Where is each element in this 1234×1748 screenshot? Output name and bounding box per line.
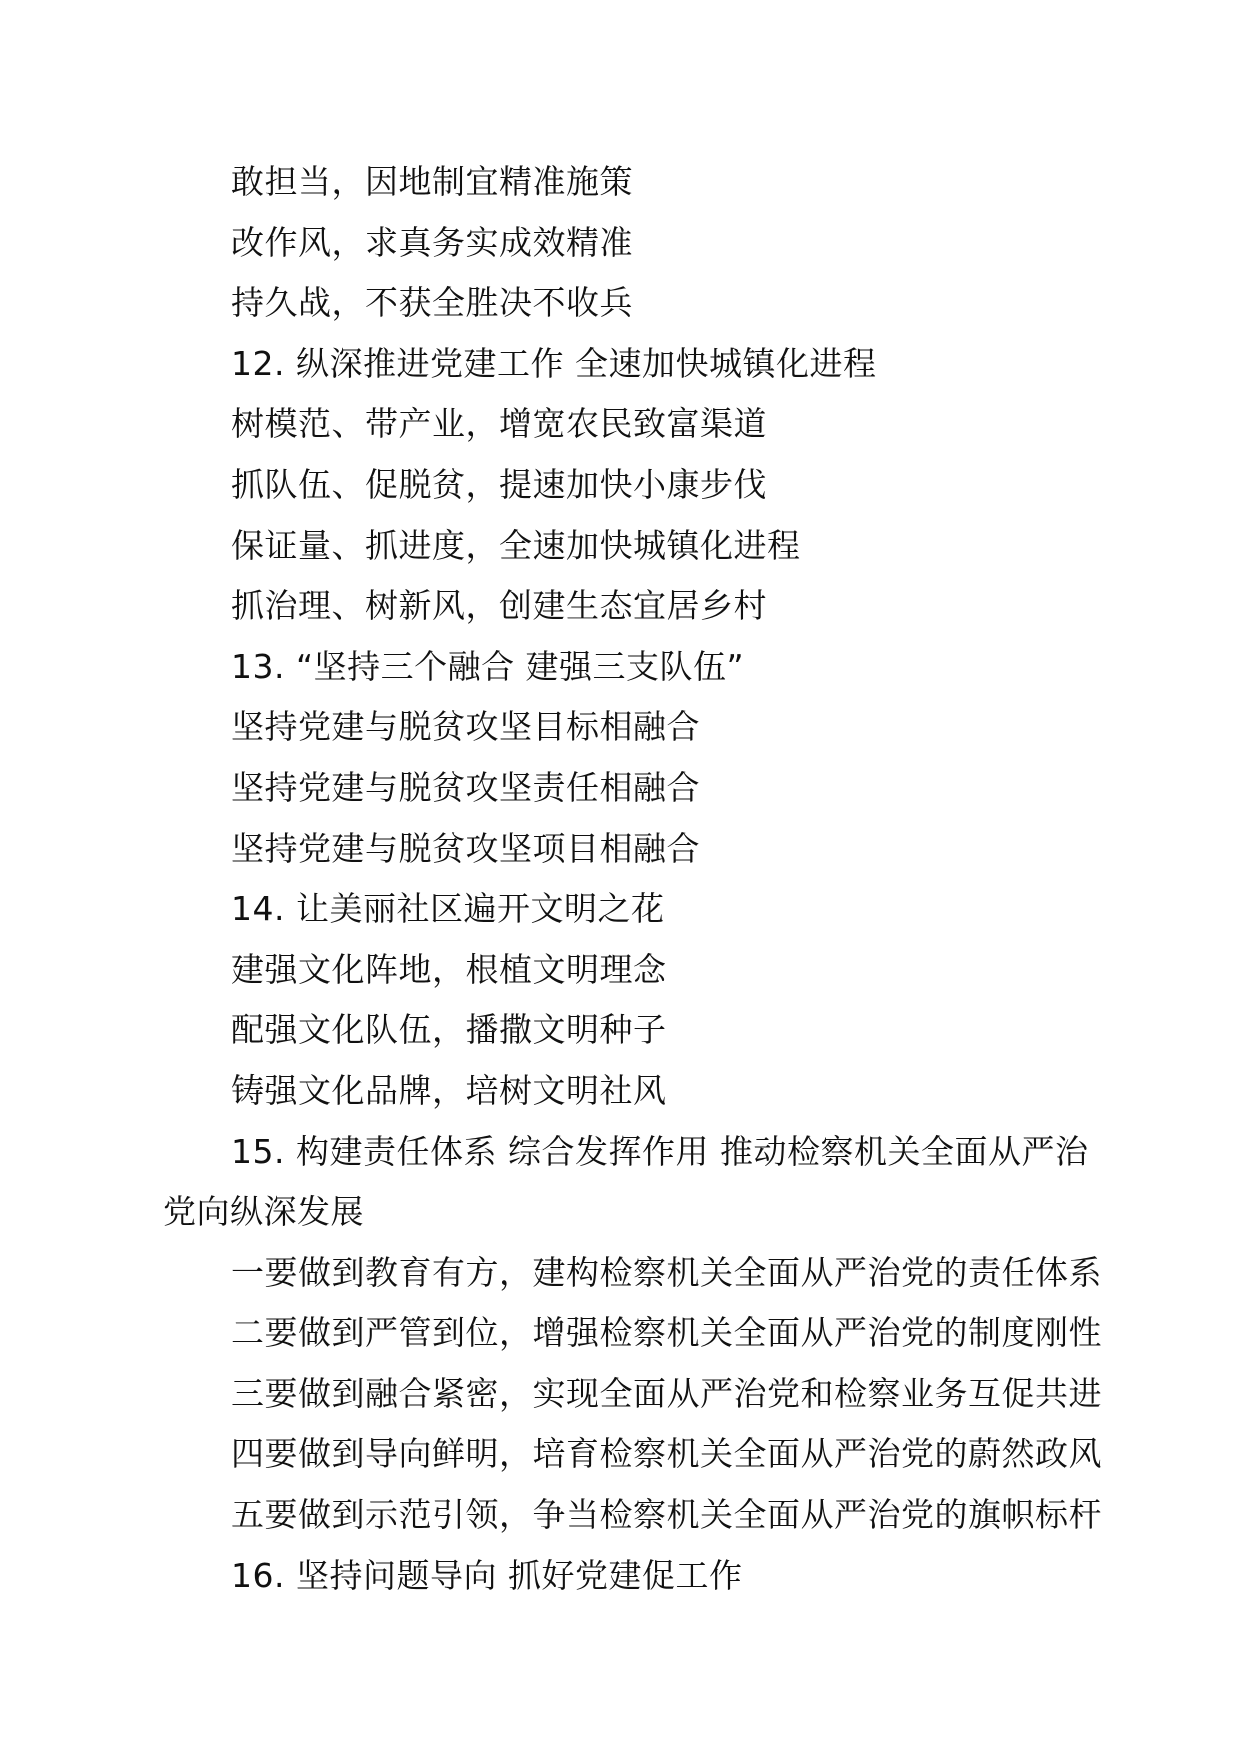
section-heading-14: 14. 让美丽社区遍开文明之花 <box>231 889 665 929</box>
section-heading-16: 16. 坚持问题导向 抓好党建促工作 <box>231 1555 743 1595</box>
text-line: 配强文化队伍，播撒文明种子 <box>231 1010 667 1050</box>
section-heading-13: 13. “坚持三个融合 建强三支队伍” <box>231 646 745 686</box>
text-line: 建强文化阵地，根植文明理念 <box>231 949 667 989</box>
text-line: 抓队伍、促脱贫，提速加快小康步伐 <box>231 464 767 504</box>
section-heading-15-continuation: 党向纵深发展 <box>163 1192 364 1232</box>
text-line: 坚持党建与脱贫攻坚目标相融合 <box>231 707 700 747</box>
text-line: 敢担当，因地制宜精准施策 <box>231 162 633 201</box>
text-line: 四要做到导向鲜明，培育检察机关全面从严治党的蔚然政风 <box>231 1434 1102 1474</box>
section-heading-12: 12. 纵深推进党建工作 全速加快城镇化进程 <box>231 343 877 383</box>
document-body <box>163 152 1123 1606</box>
text-line: 持久战，不获全胜决不收兵 <box>231 283 633 323</box>
text-line: 抓治理、树新风，创建生态宜居乡村 <box>231 586 767 626</box>
text-line: 二要做到严管到位，增强检察机关全面从严治党的制度刚性 <box>231 1313 1102 1353</box>
text-line: 保证量、抓进度，全速加快城镇化进程 <box>231 525 801 565</box>
section-heading-15: 15. 构建责任体系 综合发挥作用 推动检察机关全面从严治 <box>231 1131 1089 1171</box>
text-line: 五要做到示范引领，争当检察机关全面从严治党的旗帜标杆 <box>231 1495 1102 1535</box>
text-line: 一要做到教育有方，建构检察机关全面从严治党的责任体系 <box>231 1252 1102 1292</box>
text-line: 树模范、带产业，增宽农民致富渠道 <box>231 404 767 444</box>
text-line: 改作风，求真务实成效精准 <box>231 222 633 262</box>
text-line: 铸强文化品牌，培树文明社风 <box>231 1070 667 1110</box>
text-line: 坚持党建与脱贫攻坚项目相融合 <box>231 828 700 868</box>
text-line: 坚持党建与脱贫攻坚责任相融合 <box>231 767 700 807</box>
text-line: 三要做到融合紧密，实现全面从严治党和检察业务互促共进 <box>231 1373 1102 1413</box>
